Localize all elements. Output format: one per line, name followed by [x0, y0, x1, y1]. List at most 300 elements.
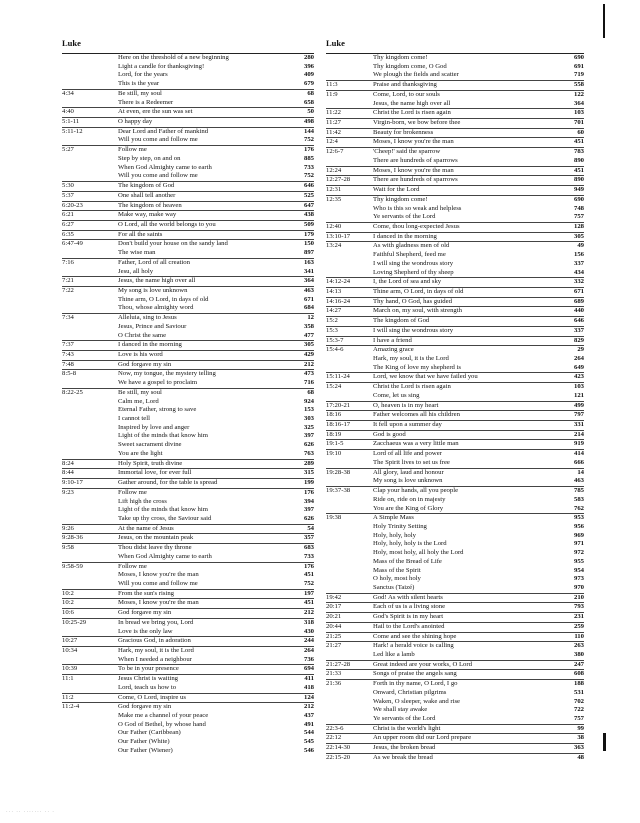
hymn-number: 247 — [573, 660, 584, 668]
hymn-title: O holy, most holy — [373, 575, 421, 583]
index-entry — [62, 211, 314, 221]
index-entry — [326, 459, 584, 469]
scripture-reference: 11:9 — [326, 90, 338, 98]
index-entry — [326, 223, 584, 233]
hymn-title: We plough the fields and scatter — [373, 71, 459, 79]
hymn-title: As we break the bread — [373, 753, 433, 761]
hymn-number: 60 — [577, 128, 584, 136]
index-entry — [62, 361, 314, 371]
hymn-title: I danced in the morning — [118, 341, 182, 349]
scripture-reference: 5:30 — [62, 182, 74, 190]
scripture-reference: 18:19 — [326, 430, 342, 438]
hymn-number: 358 — [303, 322, 314, 330]
hymn-title: I, the Lord of sea and sky — [373, 278, 442, 286]
index-entry — [326, 603, 584, 613]
scripture-reference: 12:40 — [326, 222, 342, 230]
hymn-title: God forgave my sin — [118, 360, 172, 368]
hymn-number: 733 — [303, 552, 314, 560]
hymn-number: 315 — [303, 469, 314, 477]
index-entry — [326, 680, 584, 689]
hymn-number: 752 — [303, 136, 314, 144]
hymn-title: Thine arm, O Lord, in days of old — [373, 287, 464, 295]
index-entry — [62, 249, 314, 259]
hymn-title: Ride on, ride on in majesty — [373, 495, 446, 503]
hymn-number: 752 — [303, 579, 314, 587]
index-entry — [62, 155, 314, 164]
hymn-title: Love is his word — [118, 351, 163, 358]
scripture-reference: 12:35 — [326, 195, 342, 203]
hymn-title: Jesus Christ is waiting — [118, 675, 179, 683]
index-entry — [62, 231, 314, 241]
scripture-reference: 17:20-21 — [326, 401, 351, 409]
scripture-reference: 12:27-28 — [326, 176, 351, 184]
hymn-title: For all the saints — [118, 230, 163, 238]
index-entry — [62, 628, 314, 638]
index-entry — [326, 523, 584, 532]
hymn-number: 337 — [573, 259, 584, 267]
index-entry — [62, 599, 314, 609]
hymn-title: Virgin-born, we bow before thee — [373, 119, 461, 127]
scripture-reference: 9:28-36 — [62, 534, 83, 542]
index-entry — [62, 80, 314, 90]
hymn-title: Christ the Lord is risen again — [373, 109, 451, 117]
scripture-reference: 22:12 — [326, 734, 342, 742]
hymn-number: 363 — [573, 744, 584, 752]
hymn-number: 748 — [573, 204, 584, 212]
index-entry — [326, 196, 584, 205]
scripture-reference: 10:6 — [62, 609, 74, 617]
hymn-title: Thy hand, O God, has guided — [373, 297, 452, 305]
hymn-number: 212 — [303, 609, 314, 617]
index-entry — [62, 164, 314, 173]
hymn-number: 231 — [573, 613, 584, 621]
hymn-number: 451 — [303, 599, 314, 607]
index-entry — [62, 296, 314, 305]
index-entry — [326, 505, 584, 515]
index-entry — [62, 406, 314, 415]
index-entry — [62, 432, 314, 441]
hymn-title: Moses, I know you're the man — [373, 166, 454, 174]
hymn-title: Onward, Christian pilgrims — [373, 688, 447, 696]
index-entry — [62, 221, 314, 231]
index-entry — [326, 213, 584, 223]
index-entry — [326, 594, 584, 604]
hymn-title: Wait for the Lord — [373, 186, 420, 194]
index-entry — [326, 81, 584, 91]
hymn-number: 199 — [303, 479, 314, 487]
hymn-number: 325 — [303, 423, 314, 431]
index-entry — [62, 665, 314, 675]
hymn-title: Lord, for the years — [118, 71, 168, 79]
hymn-title: O, heaven is in my heart — [373, 401, 439, 409]
hymn-number: 793 — [573, 603, 584, 611]
hymn-number: 451 — [303, 571, 314, 579]
hymn-title: O Lord, all the world belongs to you — [118, 220, 216, 228]
hymn-title: There are hundreds of sparrows — [373, 156, 458, 164]
index-entry — [326, 129, 584, 139]
scripture-reference: 7:34 — [62, 314, 74, 322]
left-column-title: Luke — [62, 38, 81, 48]
hymn-title: Don't build your house on the sandy land — [118, 240, 228, 248]
hymn-title: I danced in the morning — [373, 232, 437, 240]
hymn-number: 414 — [573, 450, 584, 458]
hymn-number: 440 — [573, 307, 584, 315]
hymn-title: Moses, I know you're the man — [118, 571, 199, 579]
index-entry — [326, 633, 584, 643]
hymn-number: 885 — [303, 154, 314, 162]
index-entry — [62, 469, 314, 479]
hymn-title: The wise man — [118, 249, 156, 257]
scripture-reference: 19:28-38 — [326, 468, 351, 476]
hymn-number: 473 — [303, 370, 314, 378]
index-entry — [62, 712, 314, 721]
hymn-title: Praise and thanksgiving — [373, 81, 437, 89]
hymn-number: 289 — [303, 459, 314, 467]
index-entry — [62, 460, 314, 470]
hymn-number: 396 — [303, 62, 314, 70]
hymn-number: 305 — [303, 341, 314, 349]
scripture-reference: 19:1-5 — [326, 440, 344, 448]
index-entry — [62, 379, 314, 389]
hymn-number: 671 — [573, 287, 584, 295]
scripture-reference: 5:11-12 — [62, 127, 83, 135]
hymn-number: 364 — [303, 277, 314, 285]
index-entry — [62, 590, 314, 600]
hymn-title: Our Father (White) — [118, 738, 170, 746]
hymn-number: 397 — [303, 506, 314, 514]
hymn-title: Will you come and follow me — [118, 172, 198, 180]
left-column — [62, 38, 314, 756]
hymn-number: 318 — [303, 618, 314, 626]
hymn-title: Each of us is a living stone — [373, 603, 446, 611]
scripture-reference: 8:44 — [62, 469, 74, 477]
index-entry — [326, 706, 584, 715]
hymn-title: Light a candle for thanksgiving! — [118, 62, 205, 70]
hymn-number: 953 — [573, 514, 584, 522]
hymn-title: Holy Trinity Setting — [373, 522, 427, 530]
index-entry — [62, 351, 314, 361]
hymn-title: Lord, teach us how to — [118, 683, 177, 691]
hymn-title: Will you come and follow me — [118, 579, 198, 587]
scripture-reference: 6:27 — [62, 220, 74, 228]
hymn-number: 646 — [573, 317, 584, 325]
hymn-title: You are the light — [118, 449, 163, 457]
index-entry — [326, 109, 584, 119]
scripture-reference: 20:17 — [326, 603, 342, 611]
hymn-title: Here on the threshold of a new beginning — [118, 54, 229, 61]
hymn-number: 163 — [303, 258, 314, 266]
hymn-number: 626 — [303, 441, 314, 449]
hymn-title: Calm me, Lord — [118, 397, 159, 405]
index-entry — [326, 623, 584, 633]
scripture-reference: 12:24 — [326, 166, 342, 174]
hymn-title: God forgave my sin — [118, 703, 172, 711]
hymn-title: Christ the Lord is risen again — [373, 383, 451, 391]
hymn-title: Will you come and follow me — [118, 136, 198, 144]
index-entry — [326, 298, 584, 308]
index-entry — [326, 532, 584, 541]
hymn-title: Beauty for brokenness — [373, 128, 434, 136]
hymn-number: 763 — [303, 449, 314, 457]
hymn-number: 179 — [303, 230, 314, 238]
scan-noise-text: ··· ·· ······· ·· · — [6, 810, 55, 815]
hymn-title: It fell upon a summer day — [373, 421, 442, 429]
hymn-title: Christ is the world's light — [373, 724, 441, 732]
hymn-number: 437 — [303, 712, 314, 720]
hymn-number: 341 — [303, 267, 314, 275]
hymn-number: 525 — [303, 191, 314, 199]
hymn-number: 68 — [307, 89, 314, 97]
index-entry — [326, 670, 584, 680]
scripture-reference: 7:16 — [62, 258, 74, 266]
scripture-reference: 15:11-24 — [326, 373, 350, 381]
scripture-reference: 20:44 — [326, 622, 342, 630]
hymn-number: 671 — [303, 295, 314, 303]
hymn-title: One shall tell another — [118, 191, 176, 199]
hymn-title: Our Father (Wiener) — [118, 746, 173, 754]
scripture-reference: 15:3-7 — [326, 336, 344, 344]
hymn-title: Hark! a herald voice is calling — [373, 642, 454, 650]
hymn-title: Follow me — [118, 488, 147, 496]
index-entry — [326, 744, 584, 754]
hymn-number: 684 — [303, 304, 314, 312]
hymn-title: All glory, laud and honour — [373, 468, 444, 476]
page-edge-mark-top — [603, 4, 605, 38]
index-entry — [326, 346, 584, 355]
hymn-number: 49 — [577, 242, 584, 250]
scripture-reference: 21:27 — [326, 642, 342, 650]
index-entry — [62, 684, 314, 694]
hymn-number: 50 — [307, 108, 314, 116]
hymn-title: I will sing the wondrous story — [373, 326, 454, 334]
scripture-reference: 21:36 — [326, 680, 342, 688]
hymn-number: 121 — [573, 391, 584, 399]
index-entry — [62, 192, 314, 202]
hymn-title: Clap your hands, all you people — [373, 487, 459, 495]
hymn-title: Holy, holy, holy — [373, 531, 416, 539]
hymn-title: I cannot tell — [118, 415, 150, 423]
scripture-reference: 6:20-23 — [62, 201, 83, 209]
index-entry — [326, 450, 584, 459]
hymn-number: 264 — [573, 355, 584, 362]
hymn-number: 331 — [573, 421, 584, 429]
index-entry — [326, 754, 584, 763]
hymn-number: 397 — [303, 432, 314, 440]
hymn-title: Thy kingdom come! — [373, 54, 428, 61]
hymn-number: 649 — [573, 363, 584, 371]
hymn-title: Make me a channel of your peace — [118, 712, 209, 720]
index-entry — [62, 441, 314, 450]
index-entry — [62, 172, 314, 182]
index-entry — [62, 515, 314, 525]
index-entry — [326, 355, 584, 364]
hymn-number: 733 — [303, 163, 314, 171]
index-entry — [62, 99, 314, 109]
hymn-title: Mass of the Bread of Life — [373, 557, 442, 565]
hymn-title: Lord, we know that we have failed you — [373, 373, 478, 381]
hymn-title: Jesus, the broken bread — [373, 744, 436, 752]
scripture-reference: 11:3 — [326, 81, 338, 89]
index-entry — [62, 721, 314, 730]
scripture-reference: 14:12-24 — [326, 278, 351, 286]
index-entry — [326, 651, 584, 661]
index-entry — [62, 268, 314, 278]
hymn-title: Lord of all life and power — [373, 450, 442, 458]
scripture-reference: 9:26 — [62, 524, 74, 532]
hymn-title: Now, my tongue, the mystery telling — [118, 370, 216, 378]
hymn-title: 'Cheep!' said the sparrow — [373, 148, 441, 156]
scripture-reference: 9:58-59 — [62, 562, 83, 570]
index-entry — [62, 90, 314, 99]
scripture-reference: 9:23 — [62, 488, 74, 496]
hymn-title: Thou didst leave thy throne — [118, 544, 192, 552]
index-entry — [62, 656, 314, 666]
index-entry — [326, 725, 584, 735]
index-entry — [62, 479, 314, 489]
hymn-number: 972 — [573, 549, 584, 557]
hymn-title: There is a Redeemer — [118, 98, 174, 106]
hymn-number: 969 — [573, 531, 584, 539]
hymn-title: Jesus, the name high over all — [118, 277, 196, 285]
index-entry — [326, 411, 584, 421]
hymn-number: 188 — [573, 680, 584, 688]
hymn-title: Amazing grace — [373, 346, 414, 354]
index-entry — [326, 138, 584, 148]
hymn-title: Inspired by love and anger — [118, 423, 190, 431]
hymn-number: 29 — [577, 346, 584, 354]
index-entry — [326, 584, 584, 594]
hymn-number: 451 — [573, 166, 584, 174]
hymn-number: 176 — [303, 146, 314, 154]
hymn-title: A Simple Mass — [373, 514, 414, 522]
index-entry — [326, 260, 584, 269]
hymn-number: 691 — [573, 62, 584, 70]
hymn-title: God's Spirit is in my heart — [373, 613, 444, 621]
index-entry — [326, 477, 584, 487]
scripture-reference: 22:15-20 — [326, 753, 351, 761]
hymn-number: 683 — [303, 544, 314, 552]
hymn-number: 144 — [303, 127, 314, 135]
scripture-reference: 10:2 — [62, 589, 74, 597]
hymn-number: 890 — [573, 156, 584, 164]
hymn-title: Come, O Lord, inspire us — [118, 693, 186, 701]
scripture-reference: 19:10 — [326, 450, 342, 458]
hymn-title: Ye servants of the Lord — [373, 715, 436, 723]
index-entry — [326, 514, 584, 523]
scripture-reference: 10:39 — [62, 665, 78, 673]
index-entry — [62, 694, 314, 704]
hymn-title: Thine arm, O Lord, in days of old — [118, 295, 209, 303]
index-entry — [62, 259, 314, 268]
scripture-reference: 11:27 — [326, 119, 341, 127]
hymn-title: The kingdom of God — [118, 182, 175, 190]
hymn-number: 244 — [303, 637, 314, 645]
hymn-title: Come, let us sing — [373, 391, 420, 399]
hymn-title: Gracious God, in adoration — [118, 637, 191, 645]
hymn-number: 702 — [573, 697, 584, 705]
hymn-number: 897 — [303, 249, 314, 257]
hymn-number: 103 — [573, 383, 584, 391]
hymn-title: Follow me — [118, 562, 147, 570]
hymn-number: 954 — [573, 566, 584, 574]
hymn-title: When I needed a neighbour — [118, 655, 192, 663]
hymn-title: My song is love unknown — [373, 477, 443, 485]
scripture-reference: 14:13 — [326, 287, 342, 295]
index-entry — [326, 642, 584, 651]
index-entry — [326, 421, 584, 431]
hymn-title: Follow me — [118, 146, 147, 154]
hymn-title: Great indeed are your works, O Lord — [373, 660, 472, 668]
index-entry — [326, 148, 584, 157]
hymn-title: I have a friend — [373, 336, 412, 344]
hymn-title: Immortal love, for ever full — [118, 469, 192, 477]
hymn-number: 701 — [573, 119, 584, 127]
hymn-number: 176 — [303, 488, 314, 496]
index-entry — [62, 118, 314, 128]
hymn-title: An upper room did our Lord prepare — [373, 734, 472, 742]
scripture-reference: 22:14-30 — [326, 744, 351, 752]
hymn-number: 689 — [573, 297, 584, 305]
index-entry — [62, 240, 314, 249]
hymn-number: 14 — [577, 468, 584, 476]
scripture-reference: 20:21 — [326, 613, 342, 621]
index-entry — [62, 314, 314, 323]
hymn-title: Be still, my soul — [118, 89, 162, 97]
index-entry — [326, 734, 584, 744]
index-entry — [62, 525, 314, 535]
scripture-reference: 18:16-17 — [326, 421, 351, 429]
hymn-title: Light of the minds that know him — [118, 506, 208, 514]
hymn-title: The kingdom of God — [373, 317, 430, 325]
hymn-title: Eternal Father, strong to save — [118, 406, 197, 414]
index-entry — [326, 575, 584, 584]
scripture-reference: 10:25-29 — [62, 618, 87, 626]
hymn-title: Alleluia, sing to Jesus — [118, 314, 177, 322]
scripture-reference: 11:22 — [326, 109, 341, 117]
hymn-number: 156 — [573, 251, 584, 259]
hymn-number: 364 — [573, 99, 584, 107]
hymn-number: 48 — [577, 753, 584, 761]
scripture-reference: 21:33 — [326, 670, 342, 678]
hymn-title: I will sing the wondrous story — [373, 259, 454, 267]
hymn-title: Moses, I know you're the man — [118, 599, 199, 607]
index-entry — [326, 567, 584, 576]
scripture-reference: 7:22 — [62, 286, 74, 294]
hymn-title: Be still, my soul — [118, 388, 162, 396]
index-entry — [326, 689, 584, 698]
index-entry — [326, 487, 584, 496]
hymn-number: 499 — [573, 401, 584, 409]
scripture-reference: 19:38 — [326, 514, 342, 522]
scripture-reference: 13:10-17 — [326, 232, 351, 240]
hymn-number: 736 — [303, 655, 314, 663]
hymn-title: God forgave my sin — [118, 609, 172, 617]
index-entry — [326, 317, 584, 327]
hymn-title: Jesus, on the mountain peak — [118, 534, 194, 542]
scripture-reference: 9:58 — [62, 544, 74, 552]
hymn-number: 259 — [573, 622, 584, 630]
index-entry — [62, 534, 314, 544]
hymn-number: 783 — [573, 148, 584, 156]
index-entry — [62, 729, 314, 738]
scripture-reference: 19:37-38 — [326, 487, 351, 495]
hymn-title: Jesu, all holy — [118, 267, 154, 275]
hymn-title: Led like a lamb — [373, 651, 415, 658]
hymn-number: 463 — [573, 477, 584, 485]
page-edge-mark-bottom — [603, 733, 606, 751]
hymn-title: Step by step, on and on — [118, 154, 181, 162]
hymn-number: 973 — [573, 575, 584, 583]
